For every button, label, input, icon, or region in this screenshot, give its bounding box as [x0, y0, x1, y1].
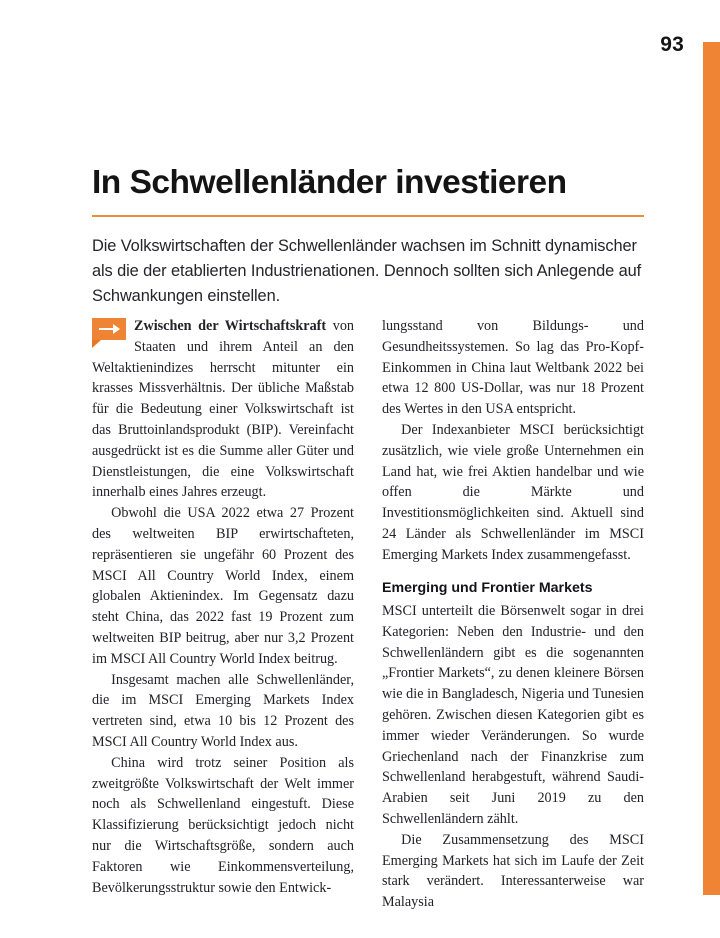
page-number: 93 [660, 33, 684, 56]
section-subheading: Emerging und Frontier Markets [382, 579, 593, 596]
arrow-glyph [99, 324, 120, 334]
article-body-columns [92, 316, 644, 911]
title-underline-rule [92, 215, 644, 218]
arrow-right-flag-icon [92, 318, 126, 348]
flag-tail [92, 340, 101, 348]
paragraph-frontier-markets: MSCI unterteilt die Börsenwelt sogar in drei Kategorien: Neben den Industrie- und den Schwellenländern gibt es die sogenannten „Frontier Markets“, zu denen kleinere Börsen wie die in Bangladesch, Nigeria und Tunesien gehören. Zwischen diesen Kategorien gibt es immer wieder Veränderungen. So wurde Griechenland nach der Finanzkrise zum Schwellenland herabgestuft, während Saudi-Arabien seit Juni 2019 zu den Schwellenländern zählt. [382, 603, 644, 827]
page-edge-accent-bar [703, 42, 720, 895]
left-column-text [92, 316, 354, 898]
page-title: In Schwellenländer investieren [92, 164, 567, 201]
paragraph-composition-change: Die Zusammensetzung des MSCI Emerging Markets hat sich im Laufe der Zeit stark verändert. Interessanterweise war Malaysia [382, 831, 644, 911]
right-column-text [382, 316, 644, 913]
lede-bold-run: Zwischen der Wirtschaftskraft [134, 318, 327, 334]
paragraph-opening [92, 316, 354, 503]
paragraph-usa-gdp: Obwohl die USA 2022 etwa 27 Prozent des weltweiten BIP erwirtschafteten, repräsentieren sie ungefähr 60 Prozent des MSCI All Country World Index, einem globalen Aktienindex. Im Gegensatz dazu steht China, das 2022 fast 19 Prozent zum weltweiten BIP beitrug, aber nur 3,2 Prozent im MSCI All Country World Index beitrug. [92, 505, 354, 667]
arrow-head [113, 324, 120, 334]
left-column [92, 316, 355, 896]
lede-body-run: von Staaten und ihrem Anteil an den Weltaktienindizes herrscht mitunter ein krasses Missverhältnis. Der übliche Maßstab für die Bedeutung einer Volkswirtschaft ist das Bruttoinlandsprodukt (BIP). Vereinfacht ausgedrückt ist es die Summe aller Güter und Dienstleistungen, die eine Volkswirtschaft innerhalb eines Jahres erzeugt. [92, 318, 355, 501]
paragraph-emerging-share: Insgesamt machen alle Schwellenländer, die im MSCI Emerging Markets Index vertreten sind, etwa 10 bis 12 Prozent des MSCI All Country World Index aus. [92, 671, 354, 750]
article-standfirst: Die Volkswirtschaften der Schwellenländer wachsen im Schnitt dynamischer als die der etablierten Industrienationen. Dennoch sollten sich Anlegende auf Schwankungen einstellen. [92, 237, 642, 305]
article-header [92, 164, 644, 309]
paragraph-msci-criteria: Der Indexanbieter MSCI berücksichtigt zusätzlich, wie viele große Unternehmen ein Land hat, wie frei Aktien handelbar und wie offen die Märkte und Investitionsmöglichkeiten sind. Aktuell sind 24 Länder als Schwellenländer im MSCI Emerging Markets Index zusammengefasst. [382, 421, 644, 563]
paragraph-income-continued: lungsstand von Bildungs- und Gesundheitssystemen. So lag das Pro-Kopf-Einkommen in China laut Weltbank 2022 bei etwa 12 800 US-Dollar, was nur 18 Prozent des Wertes in den USA entspricht. [382, 318, 644, 418]
right-column [382, 316, 644, 911]
paragraph-china-classification: China wird trotz seiner Position als zweitgrößte Volkswirtschaft der Welt immer noch als Schwellenland eingestuft. Diese Klassifizierung berücksichtigt jedoch nicht nur die Wirtschaftsgröße, sondern auch Faktoren wie Einkommensverteilung, Bevölkerungsstruktur sowie den Entwick- [92, 754, 354, 896]
